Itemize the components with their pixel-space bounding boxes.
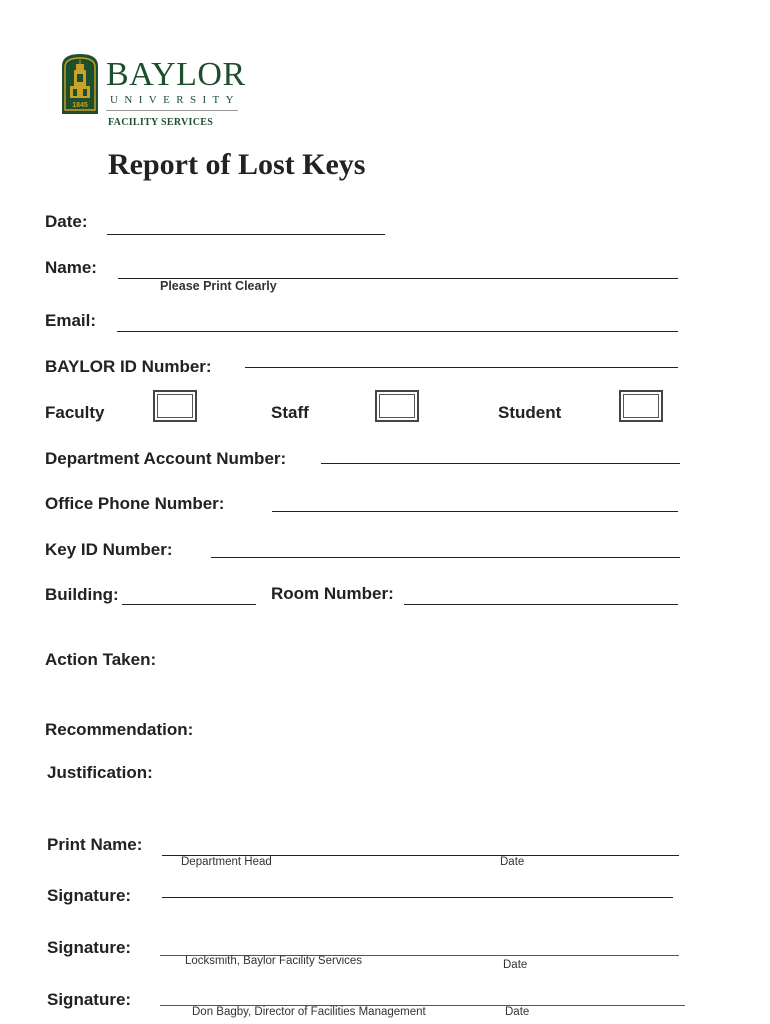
room-number-label: Room Number: bbox=[271, 584, 394, 603]
key-id-field[interactable] bbox=[211, 557, 680, 558]
dept-account-field[interactable] bbox=[321, 463, 680, 464]
signature2-role: Locksmith, Baylor Facility Services bbox=[185, 955, 363, 967]
signature1-field[interactable] bbox=[162, 897, 673, 898]
signature3-date: Date bbox=[505, 1006, 530, 1018]
building-label: Building: bbox=[45, 585, 119, 604]
logo-subname: UNIVERSITY bbox=[110, 94, 240, 106]
faculty-label: Faculty bbox=[45, 403, 105, 422]
name-label: Name: bbox=[45, 258, 97, 277]
email-label: Email: bbox=[45, 311, 97, 330]
room-number-field[interactable] bbox=[404, 604, 678, 605]
faculty-checkbox[interactable] bbox=[153, 390, 197, 422]
logo-divider bbox=[106, 110, 238, 111]
email-field[interactable] bbox=[117, 331, 678, 332]
baylor-id-field[interactable] bbox=[245, 367, 678, 368]
action-taken-label: Action Taken: bbox=[45, 650, 157, 669]
svg-text:1845: 1845 bbox=[72, 102, 88, 109]
office-phone-field[interactable] bbox=[272, 511, 678, 512]
key-id-label: Key ID Number: bbox=[45, 540, 173, 559]
print-name-date: Date bbox=[500, 856, 525, 868]
signature2-date: Date bbox=[503, 959, 528, 971]
print-name-role: Department Head bbox=[181, 856, 272, 868]
baylor-id-label: BAYLOR ID Number: bbox=[45, 357, 212, 376]
date-label: Date: bbox=[45, 212, 88, 231]
building-field[interactable] bbox=[122, 604, 256, 605]
page-title: Report of Lost Keys bbox=[108, 148, 366, 181]
date-field[interactable] bbox=[107, 234, 385, 235]
justification-label: Justification: bbox=[47, 763, 153, 782]
student-checkbox[interactable] bbox=[619, 390, 663, 422]
staff-label: Staff bbox=[271, 403, 309, 422]
signature3-label: Signature: bbox=[47, 990, 132, 1009]
dept-account-label: Department Account Number: bbox=[45, 449, 287, 468]
signature1-label: Signature: bbox=[47, 886, 132, 905]
logo-name: BAYLOR bbox=[106, 56, 246, 93]
student-label: Student bbox=[498, 403, 562, 422]
baylor-logo bbox=[58, 50, 248, 132]
signature2-label: Signature: bbox=[47, 938, 132, 957]
staff-checkbox[interactable] bbox=[375, 390, 419, 422]
recommendation-label: Recommendation: bbox=[45, 720, 194, 739]
baylor-seal-icon bbox=[60, 52, 100, 116]
print-name-label: Print Name: bbox=[47, 835, 143, 854]
office-phone-label: Office Phone Number: bbox=[45, 494, 225, 513]
signature3-role: Don Bagby, Director of Facilities Management bbox=[192, 1006, 426, 1018]
name-hint: Please Print Clearly bbox=[160, 279, 277, 293]
logo-department: FACILITY SERVICES bbox=[108, 117, 214, 128]
